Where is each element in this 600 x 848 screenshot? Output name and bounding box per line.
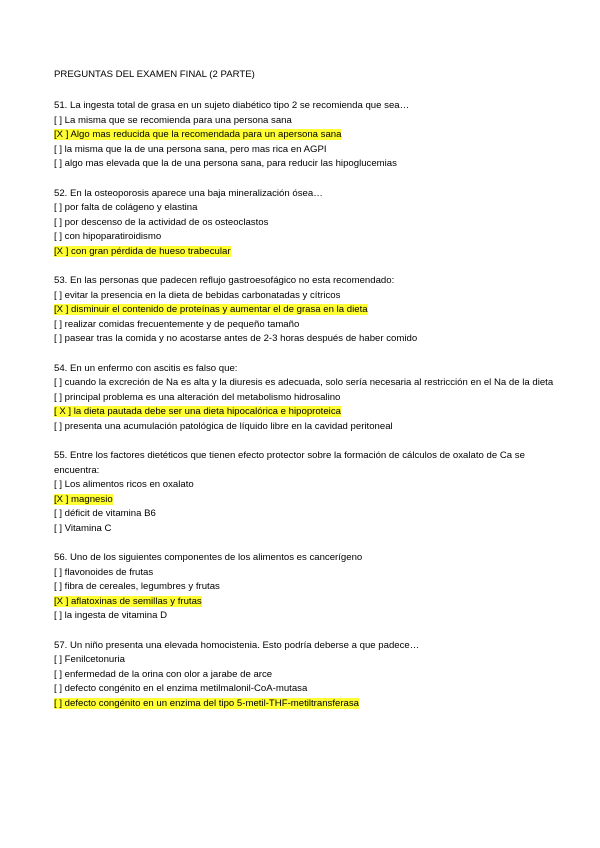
- option-text: [ ] algo mas elevada que la de una persona sana, para reducir las hipoglucemias: [54, 158, 397, 169]
- answer-option: [54, 682, 554, 697]
- option-text: [ ] Vitamina C: [54, 522, 112, 534]
- question-list: [54, 99, 554, 711]
- option-text: [ ] por falta de colágeno y elastina: [54, 202, 198, 213]
- option-text: [ ] por descenso de la actividad de os osteoclastos: [54, 216, 269, 228]
- answer-option: [54, 566, 554, 581]
- question-text: 54. En un enfermo con ascitis es falso que:: [54, 362, 238, 374]
- answer-option-selected: [54, 697, 554, 712]
- answer-option-selected: [54, 128, 554, 143]
- question-block: [54, 449, 554, 536]
- answer-option: [54, 143, 554, 158]
- answer-option: [54, 201, 554, 216]
- question-text: 57. Un niño presenta una elevada homocistenia. Esto podría deberse a que padece…: [54, 639, 420, 651]
- option-text: [ X ] la dieta pautada debe ser una dieta hipocalórica e hipoproteica: [54, 406, 341, 417]
- question-block: [54, 639, 554, 712]
- answer-option: [54, 522, 554, 537]
- option-text: [ ] Los alimentos ricos en oxalato: [54, 479, 194, 490]
- answer-option-selected: [54, 493, 554, 508]
- option-text: [ ] evitar la presencia en la dieta de bebidas carbonatadas y cítricos: [54, 289, 341, 301]
- answer-option: [54, 391, 554, 406]
- answer-option: [54, 376, 554, 391]
- question-text: 51. La ingesta total de grasa en un sujeto diabético tipo 2 se recomienda que sea…: [54, 100, 410, 111]
- question-text: 55. Entre los factores dietéticos que tienen efecto protector sobre la formación de cálculos de oxalato de Ca se encuentra:: [54, 450, 525, 476]
- question-text: 53. En las personas que padecen reflujo gastroesofágico no esta recomendado:: [54, 275, 395, 286]
- option-text: [ ] realizar comidas frecuentemente y de pequeño tamaño: [54, 318, 300, 330]
- option-text: [X ] aflatoxinas de semillas y frutas: [54, 595, 202, 607]
- answer-option: [54, 157, 554, 172]
- option-text: [ ] principal problema es una alteración del metabolismo hidrosalino: [54, 391, 341, 403]
- answer-option: [54, 289, 554, 304]
- question-block: [54, 551, 554, 624]
- option-text: [ ] déficit de vitamina B6: [54, 508, 156, 519]
- option-text: [ ] presenta una acumulación patológica de líquido libre en la cavidad peritoneal: [54, 420, 393, 432]
- answer-option-selected: [54, 595, 554, 610]
- option-text: [ ] con hipoparatiroidismo: [54, 231, 162, 242]
- option-text: [ ] La misma que se recomienda para una persona sana: [54, 114, 292, 126]
- answer-option: [54, 609, 554, 624]
- answer-option: [54, 318, 554, 333]
- answer-option-selected: [54, 245, 554, 260]
- question-text: 52. En la osteoporosis aparece una baja mineralización ósea…: [54, 187, 323, 199]
- option-text: [X ] Algo mas reducida que la recomendada para un apersona sana: [54, 129, 342, 140]
- option-text: [ ] defecto congénito en un enzima del tipo 5-metil-THF-metiltransferasa: [54, 697, 360, 709]
- option-text: [ ] la misma que la de una persona sana, pero mas rica en AGPI: [54, 143, 327, 155]
- option-text: [ ] flavonoides de frutas: [54, 566, 154, 578]
- option-text: [ ] cuando la excreción de Na es alta y la diuresis es adecuada, solo sería necesaria al restricción en el Na de la dieta: [54, 377, 554, 388]
- document-page: [54, 68, 554, 726]
- option-text: [X ] con gran pérdida de hueso trabecular: [54, 245, 231, 257]
- option-text: [X ] disminuir el contenido de proteínas y aumentar el de grasa en la dieta: [54, 304, 368, 315]
- question-text: 56. Uno de los siguientes componentes de los alimentos es cancerígeno: [54, 552, 363, 563]
- answer-option-selected: [54, 303, 554, 318]
- option-text: [ ] fibra de cereales, legumbres y frutas: [54, 581, 220, 592]
- option-text: [ ] enfermedad de la orina con olor a jarabe de arce: [54, 668, 273, 680]
- answer-option: [54, 420, 554, 435]
- option-text: [ ] Fenilcetonuria: [54, 654, 125, 665]
- answer-option: [54, 230, 554, 245]
- question-block: [54, 274, 554, 347]
- document-title: PREGUNTAS DEL EXAMEN FINAL (2 PARTE): [54, 69, 255, 80]
- option-text: [ ] pasear tras la comida y no acostarse antes de 2-3 horas después de haber comido: [54, 333, 418, 344]
- option-text: [ ] la ingesta de vitamina D: [54, 610, 168, 621]
- answer-option: [54, 114, 554, 129]
- question-block: [54, 187, 554, 260]
- option-text: [ ] defecto congénito en el enzima metilmalonil-CoA-mutasa: [54, 683, 308, 694]
- answer-option-selected: [54, 405, 554, 420]
- answer-option: [54, 580, 554, 595]
- answer-option: [54, 507, 554, 522]
- answer-option: [54, 653, 554, 668]
- answer-option: [54, 332, 554, 347]
- question-block: [54, 362, 554, 435]
- answer-option: [54, 216, 554, 231]
- option-text: [X ] magnesio: [54, 493, 113, 505]
- answer-option: [54, 478, 554, 493]
- question-block: [54, 99, 554, 172]
- answer-option: [54, 668, 554, 683]
